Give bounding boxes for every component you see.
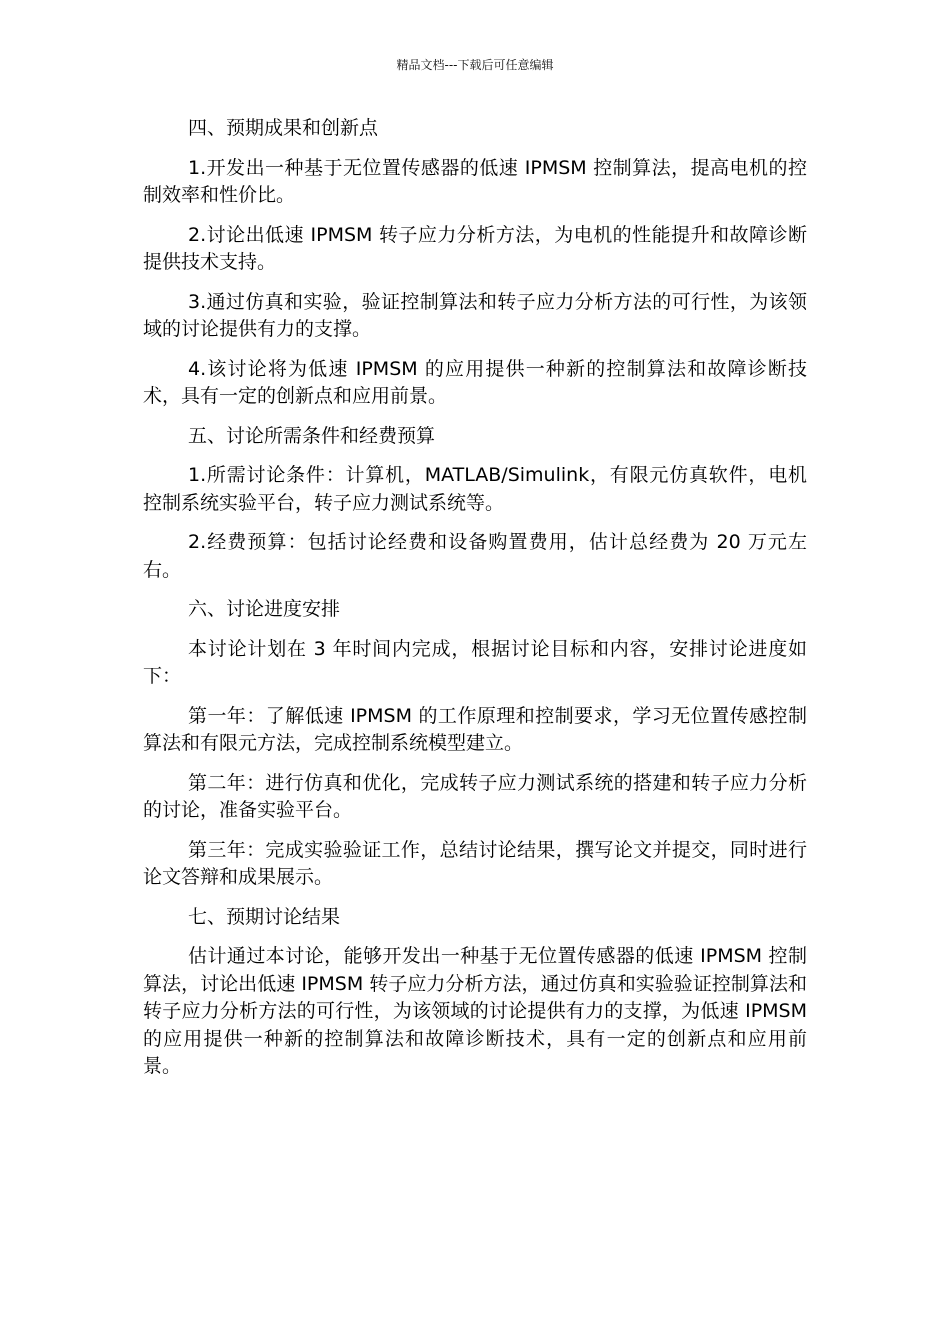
paragraph: 第二年：进行仿真和优化，完成转子应力测试系统的搭建和转子应力分析的讨论，准备实验平台。 [143,771,807,821]
paragraph: 第一年：了解低速 IPMSM 的工作原理和控制要求，学习无位置传感控制算法和有限元方法，完成控制系统模型建立。 [143,704,807,754]
paragraph: 2.经费预算：包括讨论经费和设备购置费用，估计总经费为 20 万元左右。 [143,531,807,581]
section-heading-7: 七、预期讨论结果 [188,905,341,928]
paragraph: 估计通过本讨论，能够开发出一种基于无位置传感器的低速 IPMSM 控制算法，讨论出低速 IPMSM 转子应力分析方法，通过仿真和实验验证控制算法和转子应力分析方法的可行性，为该领域的讨论提供有力的支撑，为低速 IPMSM 的应用提供一种新的控制算法和故障诊断技术，具有一定的创新点和应用前景。 [143,945,807,1077]
paragraph: 第三年：完成实验验证工作，总结讨论结果，撰写论文并提交，同时进行论文答辩和成果展示。 [143,838,807,888]
paragraph: 2.讨论出低速 IPMSM 转子应力分析方法，为电机的性能提升和故障诊断提供技术支持。 [143,223,807,273]
paragraph: 1.开发出一种基于无位置传感器的低速 IPMSM 控制算法，提高电机的控制效率和性价比。 [143,156,807,206]
section-heading-6: 六、讨论进度安排 [188,598,341,620]
paragraph: 3.通过仿真和实验，验证控制算法和转子应力分析方法的可行性，为该领域的讨论提供有力的支撑。 [143,290,807,340]
paragraph: 4.该讨论将为低速 IPMSM 的应用提供一种新的控制算法和故障诊断技术，具有一定的创新点和应用前景。 [143,357,807,407]
section-heading-5: 五、讨论所需条件和经费预算 [188,424,436,447]
page-header: 精品文档---下载后可任意编辑 [396,58,554,72]
paragraph: 本讨论计划在 3 年时间内完成，根据讨论目标和内容，安排讨论进度如下： [143,637,807,687]
paragraph: 1.所需讨论条件：计算机，MATLAB/Simulink，有限元仿真软件，电机控制系统实验平台，转子应力测试系统等。 [143,464,807,514]
section-heading-4: 四、预期成果和创新点 [188,117,379,139]
document-body [143,115,807,1093]
